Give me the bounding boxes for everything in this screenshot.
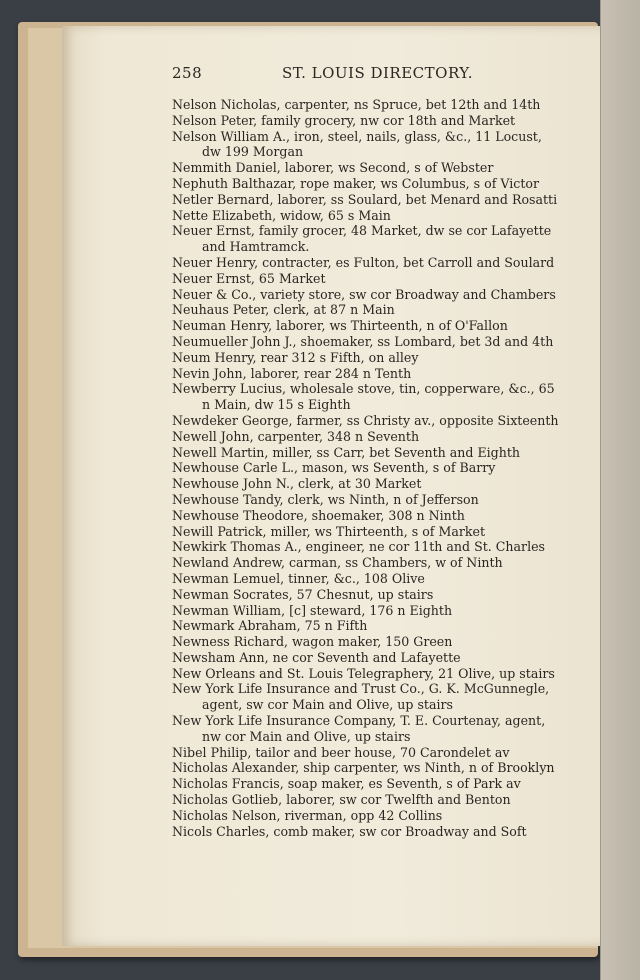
directory-entry [172,603,592,619]
directory-entry [172,302,592,318]
entry-continuation-line: dw 199 Morgan [202,144,304,160]
entry-line: Nibel Philip, tailor and beer house, 70 Carondelet av [172,744,510,760]
entry-line: Nelson William A., iron, steel, nails, glass, &c., 11 Locust, [172,128,542,144]
directory-entry [172,129,592,161]
directory-entries [172,97,592,839]
entry-continuation-line: nw cor Main and Olive, up stairs [202,728,411,744]
entry-line: New York Life Insurance Company, T. E. Courtenay, agent, [172,713,546,729]
directory-entry [172,223,592,255]
directory-entry [172,555,592,571]
entry-line: Newhouse Carle L., mason, ws Seventh, s of Barry [172,460,496,476]
directory-entry [172,460,592,476]
page-title: ST. LOUIS DIRECTORY. [282,64,474,82]
entry-line: Neuer Ernst, family grocer, 48 Market, dw se cor Lafayette [172,223,552,239]
entry-line: Newness Richard, wagon maker, 150 Green [172,634,453,650]
entry-line: New Orleans and St. Louis Telegraphery, 21 Olive, up stairs [172,665,555,681]
entry-line: Nicholas Alexander, ship carpenter, ws Ninth, n of Brooklyn [172,760,555,776]
directory-entry [172,508,592,524]
entry-continuation-line: agent, sw cor Main and Olive, up stairs [202,697,454,713]
directory-entry [172,713,592,745]
entry-line: Neuer Ernst, 65 Market [172,270,326,286]
directory-entry [172,318,592,334]
entry-line: Newell Martin, miller, ss Carr, bet Seventh and Eighth [172,444,521,460]
directory-entry [172,413,592,429]
entry-line: Nicholas Gotlieb, laborer, sw cor Twelfth and Benton [172,792,511,808]
entry-line: Neuer & Co., variety store, sw cor Broadway and Chambers [172,286,556,302]
directory-entry [172,808,592,824]
directory-entry [172,776,592,792]
entry-line: Newhouse John N., clerk, at 30 Market [172,476,422,492]
directory-entry [172,492,592,508]
directory-entry [172,160,592,176]
directory-entry [172,587,592,603]
entry-line: Nemmith Daniel, laborer, ws Second, s of Webster [172,160,494,176]
directory-entry [172,208,592,224]
entry-line: Newsham Ann, ne cor Seventh and Lafayette [172,649,461,665]
entry-line: Newhouse Theodore, shoemaker, 308 n Ninth [172,507,465,523]
directory-entry [172,792,592,808]
page-number: 258 [172,64,203,82]
directory-entry [172,539,592,555]
entry-line: Newman William, [c] steward, 176 n Eighth [172,602,453,618]
directory-entry [172,476,592,492]
directory-entry [172,334,592,350]
directory-entry [172,666,592,682]
entry-line: Neuman Henry, laborer, ws Thirteenth, n of O'Fallon [172,318,508,334]
entry-line: Newdeker George, farmer, ss Christy av., opposite Sixteenth [172,412,559,428]
entry-line: Nelson Peter, family grocery, nw cor 18th and Market [172,112,516,128]
directory-entry [172,634,592,650]
directory-entry [172,287,592,303]
entry-line: Netler Bernard, laborer, ss Soulard, bet Menard and Rosatti [172,191,558,207]
entry-line: Neumueller John J., shoemaker, ss Lombard, bet 3d and 4th [172,333,554,349]
directory-entry [172,366,592,382]
next-page-edge [600,0,640,980]
entry-continuation-line: and Hamtramck. [202,239,310,255]
directory-entry [172,271,592,287]
directory-entry [172,381,592,413]
entry-line: Neum Henry, rear 312 s Fifth, on alley [172,349,419,365]
entry-line: New York Life Insurance and Trust Co., G. K. McGunnegle, [172,681,550,697]
directory-entry [172,350,592,366]
directory-entry [172,524,592,540]
entry-line: Newman Socrates, 57 Chesnut, up stairs [172,586,434,602]
entry-line: Nevin John, laborer, rear 284 n Tenth [172,365,412,381]
directory-entry [172,445,592,461]
directory-entry [172,192,592,208]
entry-line: Newkirk Thomas A., engineer, ne cor 11th and St. Charles [172,539,546,555]
entry-line: Nelson Nicholas, carpenter, ns Spruce, bet 12th and 14th [172,97,541,112]
directory-entry [172,113,592,129]
entry-line: Nephuth Balthazar, rope maker, ws Columbus, s of Victor [172,175,540,191]
entry-line: Nicholas Francis, soap maker, es Seventh, s of Park av [172,776,521,792]
entry-line: Newberry Lucius, wholesale stove, tin, copperware, &c., 65 [172,381,555,397]
directory-entry [172,176,592,192]
directory-entry [172,429,592,445]
entry-line: Nette Elizabeth, widow, 65 s Main [172,207,391,223]
entry-line: Nicols Charles, comb maker, sw cor Broadway and Soft [172,823,527,839]
entry-line: Newman Lemuel, tinner, &c., 108 Olive [172,570,425,586]
directory-entry [172,97,592,113]
directory-entry [172,824,592,840]
entry-line: Newhouse Tandy, clerk, ws Ninth, n of Jefferson [172,491,479,507]
directory-entry [172,745,592,761]
entry-line: Newland Andrew, carman, ss Chambers, w of Ninth [172,555,503,571]
directory-entry [172,681,592,713]
entry-line: Newill Patrick, miller, ws Thirteenth, s of Market [172,523,486,539]
entry-line: Newell John, carpenter, 348 n Seventh [172,428,420,444]
entry-line: Neuhaus Peter, clerk, at 87 n Main [172,302,395,318]
directory-entry [172,618,592,634]
entry-line: Neuer Henry, contracter, es Fulton, bet Carroll and Soulard [172,254,555,270]
directory-entry [172,650,592,666]
page-header [172,64,572,86]
entry-continuation-line: n Main, dw 15 s Eighth [202,397,351,413]
entry-line: Nicholas Nelson, riverman, opp 42 Collins [172,807,443,823]
directory-entry [172,255,592,271]
directory-entry [172,760,592,776]
entry-line: Newmark Abraham, 75 n Fifth [172,618,368,634]
directory-entry [172,571,592,587]
